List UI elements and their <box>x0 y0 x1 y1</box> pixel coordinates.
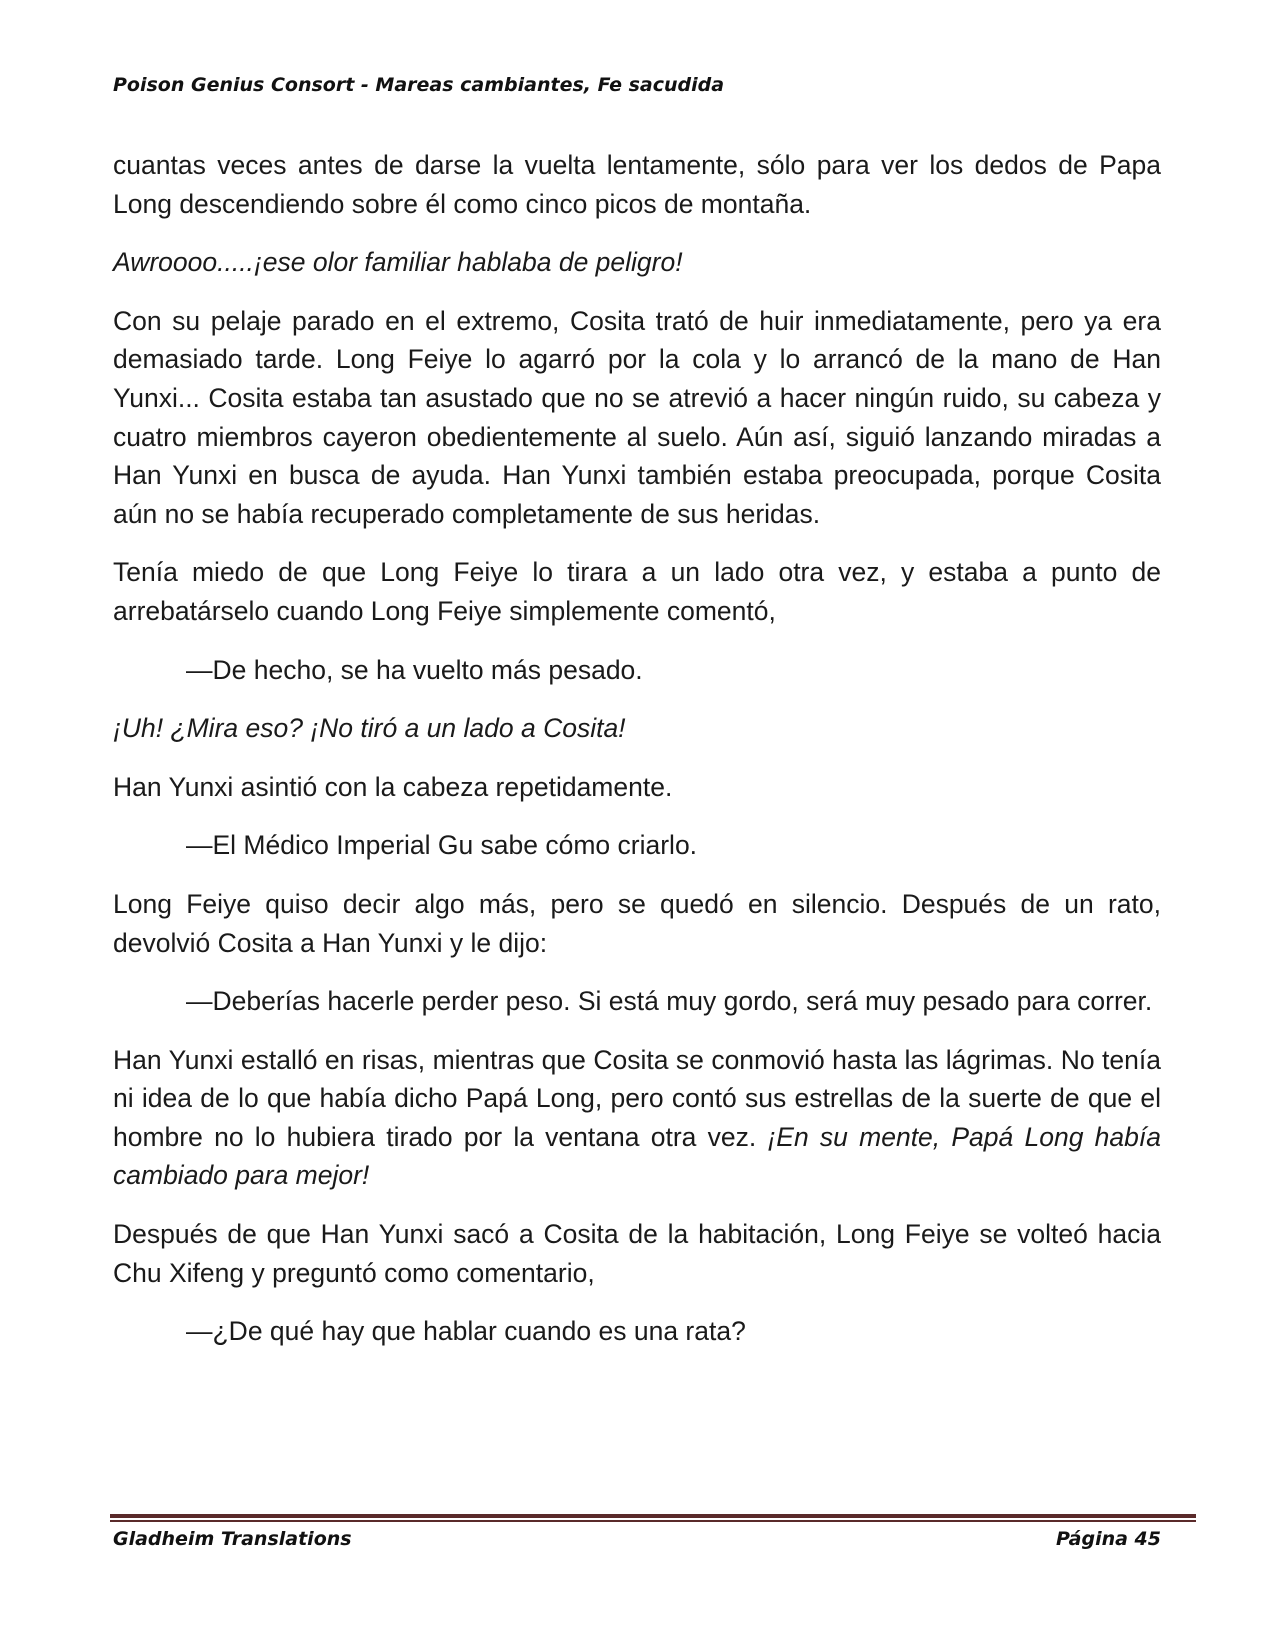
paragraph: Después de que Han Yunxi sacó a Cosita de la habitación, Long Feiye se volteó hacia Chu Xifeng y preguntó como comentario, <box>113 1219 1161 1288</box>
document-body <box>113 146 1161 1371</box>
paragraph-mixed <box>113 1041 1161 1195</box>
paragraph-text: Han Yunxi estalló en risas, mientras que Cosita se conmovió hasta las lágrimas. No tenía ni idea de lo que había dicho Papá Long, pero contó sus estrellas de la suerte de que el hombre no lo hubiera tirado por la ventana otra vez. <box>113 1044 1161 1152</box>
paragraph-italic-tail: ¡En su mente, Papá Long había cambiado para mejor! <box>113 1121 1162 1191</box>
footer-publisher: Gladheim Translations <box>113 1528 352 1550</box>
paragraph: Han Yunxi asintió con la cabeza repetidamente. <box>113 771 673 802</box>
page-header-title: Poison Genius Consort - Mareas cambiantes, Fe sacudida <box>113 74 725 96</box>
dialogue-line: —De hecho, se ha vuelto más pesado. <box>186 654 643 685</box>
dialogue-line: —Deberías hacerle perder peso. Si está muy gordo, será muy pesado para correr. <box>186 986 1153 1017</box>
paragraph: Tenía miedo de que Long Feiye lo tirara a un lado otra vez, y estaba a punto de arrebatárselo cuando Long Feiye simplemente comentó, <box>113 557 1161 626</box>
paragraph: cuantas veces antes de darse la vuelta lentamente, sólo para ver los dedos de Papa Long descendiendo sobre él como cinco picos de montaña. <box>113 150 1161 219</box>
footer-divider-thin <box>110 1520 1196 1522</box>
paragraph: Long Feiye quiso decir algo más, pero se quedó en silencio. Después de un rato, devolvió Cosita a Han Yunxi y le dijo: <box>113 888 1161 958</box>
dialogue-line: —El Médico Imperial Gu sabe cómo criarlo. <box>186 830 698 861</box>
paragraph-italic: Awroooo.....¡ese olor familiar hablaba de peligro! <box>113 247 683 278</box>
paragraph-italic: ¡Uh! ¿Mira eso? ¡No tiró a un lado a Cosita! <box>113 713 626 744</box>
footer-divider <box>110 1514 1196 1518</box>
footer-page-number: Página 45 <box>1055 1528 1161 1550</box>
paragraph: Con su pelaje parado en el extremo, Cosita trató de huir inmediatamente, pero ya era demasiado tarde. Long Feiye lo agarró por la cola y lo arrancó de la mano de Han Yunxi... Cosita estaba tan asustado que no se atrevió a hacer ningún ruido, su cabeza y cuatro miembros cayeron obedientemente al suelo. Aún así, siguió lanzando miradas a Han Yunxi en busca de ayuda. Han Yunxi también estaba preocupada, porque Cosita aún no se había recuperado completamente de sus heridas. <box>113 305 1161 529</box>
dialogue-line: —¿De qué hay que hablar cuando es una rata? <box>186 1316 746 1347</box>
